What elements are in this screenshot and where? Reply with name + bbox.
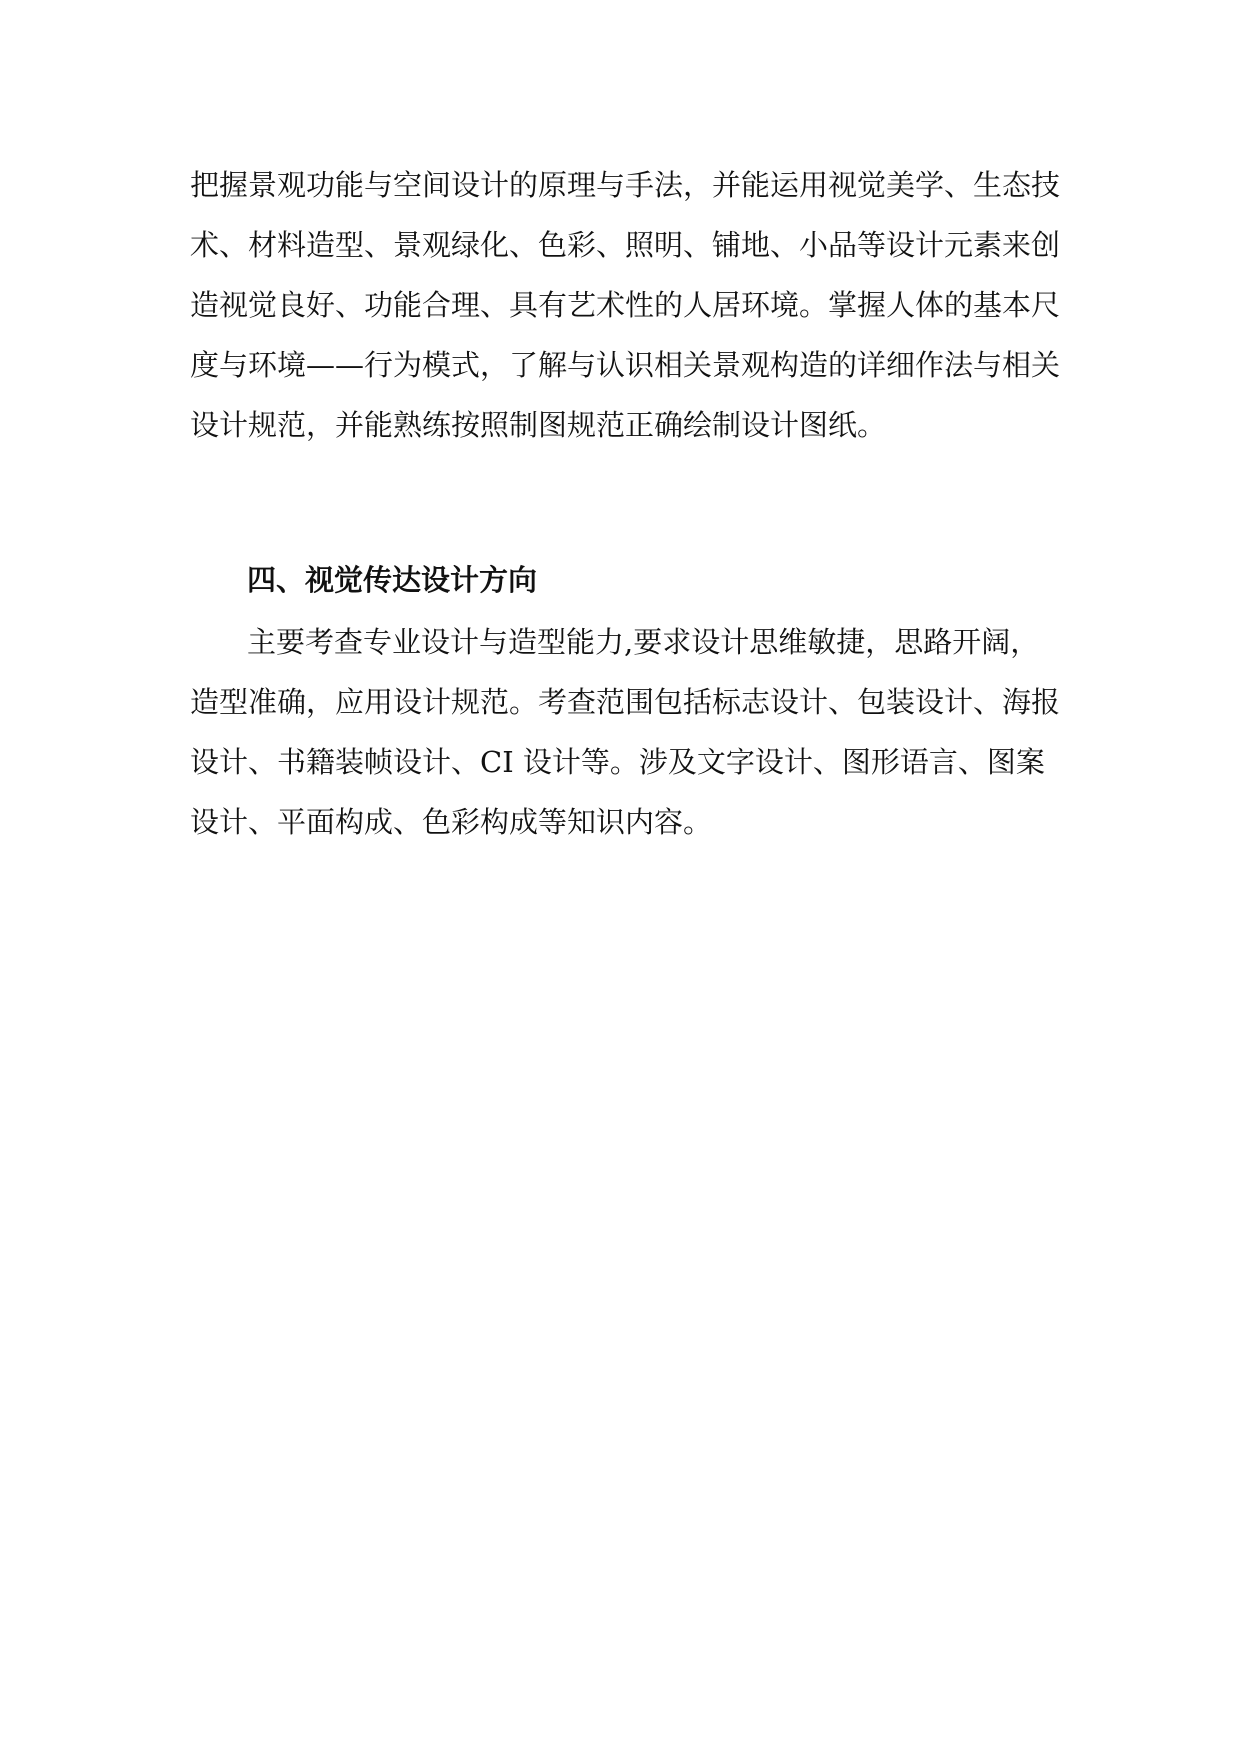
- paragraph-line: 设计规范，并能熟练按照制图规范正确绘制设计图纸。: [190, 408, 887, 442]
- paragraph-line: 设计、书籍装帧设计、CI 设计等。涉及文字设计、图形语言、图案: [190, 745, 1045, 779]
- paragraph-line: 造视觉良好、功能合理、具有艺术性的人居环境。掌握人体的基本尺: [190, 288, 1060, 322]
- paragraph-line: 造型准确，应用设计规范。考查范围包括标志设计、包装设计、海报: [190, 685, 1060, 719]
- paragraph-line: 术、材料造型、景观绿化、色彩、照明、铺地、小品等设计元素来创: [190, 228, 1060, 262]
- paragraph-landscape-design: [190, 155, 1060, 455]
- paragraph-line: 设计、平面构成、色彩构成等知识内容。: [190, 805, 713, 839]
- paragraph-line: 把握景观功能与空间设计的原理与手法，并能运用视觉美学、生态技: [190, 168, 1060, 202]
- paragraph-visual-communication: [190, 612, 1060, 852]
- paragraph-line: 度与环境——行为模式，了解与认识相关景观构造的详细作法与相关: [190, 348, 1060, 382]
- paragraph-line: 主要考查专业设计与造型能力,要求设计思维敏捷，思路开阔，: [247, 625, 1040, 659]
- section-heading-visual-communication: 四、视觉传达设计方向: [247, 563, 538, 597]
